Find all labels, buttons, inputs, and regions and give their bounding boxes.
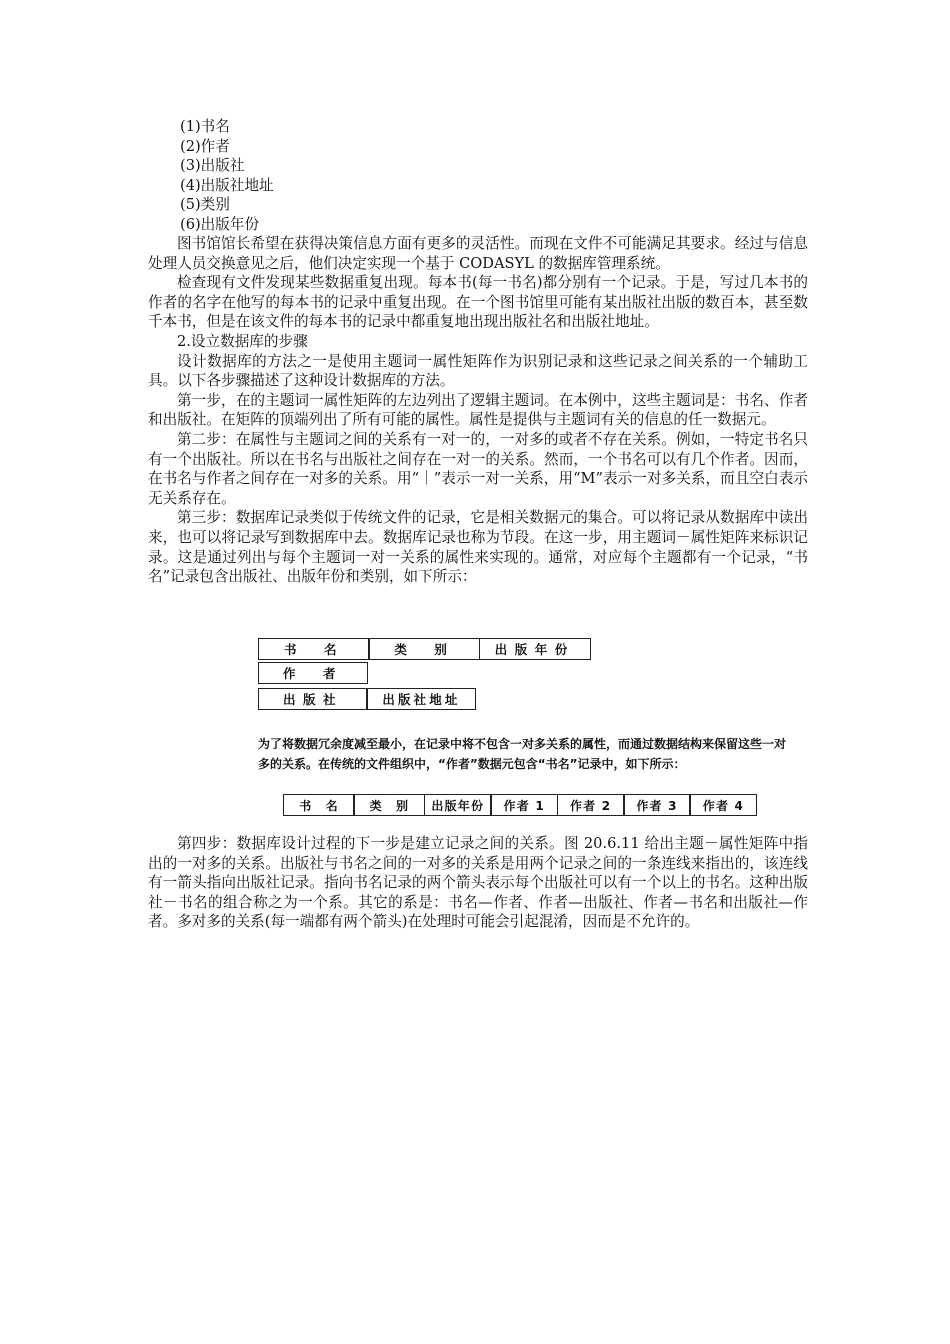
flat-book-record: [283, 794, 756, 816]
publisher-record: [258, 688, 475, 710]
paragraph: 设计数据库的方法之一是使用主题词一属性矩阵作为识别记录和这些记录之间关系的一个辅助工具。以下各步骤描述了这种设计数据库的方法。: [148, 352, 808, 390]
record-cell: 出版年份: [479, 638, 591, 660]
paragraph: 图书馆馆长希望在获得决策信息方面有更多的灵活性。而现在文件不可能满足其要求。经过与信息处理人员交换意见之后，他们决定实现一个基于 CODASYL 的数据库管理系统。: [148, 235, 808, 272]
list-item: (6)出版年份: [180, 215, 260, 233]
record-cell: 类 别: [368, 638, 480, 660]
section-heading: 2.设立数据库的步骤: [177, 332, 308, 350]
title-record: [258, 638, 589, 660]
paragraph: 第三步：数据库记录类似于传统文件的记录，它是相关数据元的集合。可以将记录从数据库中读出来，也可以将记录写到数据库中去。数据库记录也称为节段。在这一步，用主题词－属性矩阵来标识记录。这是通过列出与每个主题词一对一关系的属性来实现的。通常，对应每个主题都有一个记录，“书名”记录包含出版社、出版年份和类别，如下所示：: [148, 509, 808, 586]
record-cell: 书 名: [258, 638, 370, 660]
attribute-list: [148, 117, 808, 235]
record-cell: 作者 3: [623, 794, 691, 816]
body-text: [148, 234, 808, 587]
record-cell: 书 名: [283, 794, 355, 816]
list-item: (4)出版社地址: [180, 176, 274, 194]
list-item: (3)出版社: [180, 157, 245, 175]
paragraph: 检查现有文件发现某些数据重复出现。每本书(每一书名)都分别有一个记录。于是，写过几本书的作者的名字在他写的每本书的记录中重复出现。在一个图书馆里可能有某出版社出版的数百本，甚至数千本书，但是在该文件的每本书的记录中都重复地出现出版社名和出版社地址。: [148, 274, 808, 331]
record-cell: 出版年份: [424, 794, 492, 816]
record-cell: 出版社地址: [366, 688, 476, 710]
list-item: (2)作者: [180, 137, 230, 155]
record-cell: 作 者: [258, 662, 368, 684]
paragraph: 第四步：数据库设计过程的下一步是建立记录之间的关系。图 20.6.11 给出主题－属性矩阵中指出的一对多的关系。出版社与书名之间的一对多的关系是用两个记录之间的一条连线来指出的，该连线有一箭头指向出版社记录。指向书名记录的两个箭头表示每个出版社可以有一个以上的书名。这种出版社－书名的组合称之为一个系。其它的系是：书名—作者、作者—出版社、作者—书名和出版社—作者。多对多的关系(每一端都有两个箭头)在处理时可能会引起混淆，因而是不允许的。: [148, 835, 808, 931]
figure-note: 为了将数据冗余度减至最小，在记录中将不包含一对多关系的属性，而通过数据结构来保留这些一对多的关系。在传统的文件组织中，“作者”数据元包含“书名”记录中，如下所示：: [258, 737, 787, 771]
record-cell: 作者 1: [490, 794, 558, 816]
record-cell: 类 别: [353, 794, 425, 816]
record-cell: 作者 2: [557, 794, 625, 816]
paragraph: 第二步：在属性与主题词之间的关系有一对一的，一对多的或者不存在关系。例如，一特定书名只有一个出版社。所以在书名与出版社之间存在一对一的关系。然而，一个书名可以有几个作者。因而，在书名与作者之间存在一对多的关系。用“｜”表示一对一关系，用“M”表示一对多关系，而且空白表示无关系存在。: [148, 430, 808, 507]
record-cell: 作者 4: [689, 794, 757, 816]
record-cell: 出版社: [258, 688, 368, 710]
author-record: [258, 662, 366, 684]
body-text-continued: [148, 834, 808, 932]
list-item: (5)类别: [180, 196, 230, 214]
paragraph: 第一步，在的主题词一属性矩阵的左边列出了逻辑主题词。在本例中，这些主题词是：书名、作者和出版社。在矩阵的顶端列出了所有可能的属性。属性是提供与主题词有关的信息的任一数据元。: [148, 391, 808, 429]
list-item: (1)书名: [180, 118, 230, 135]
